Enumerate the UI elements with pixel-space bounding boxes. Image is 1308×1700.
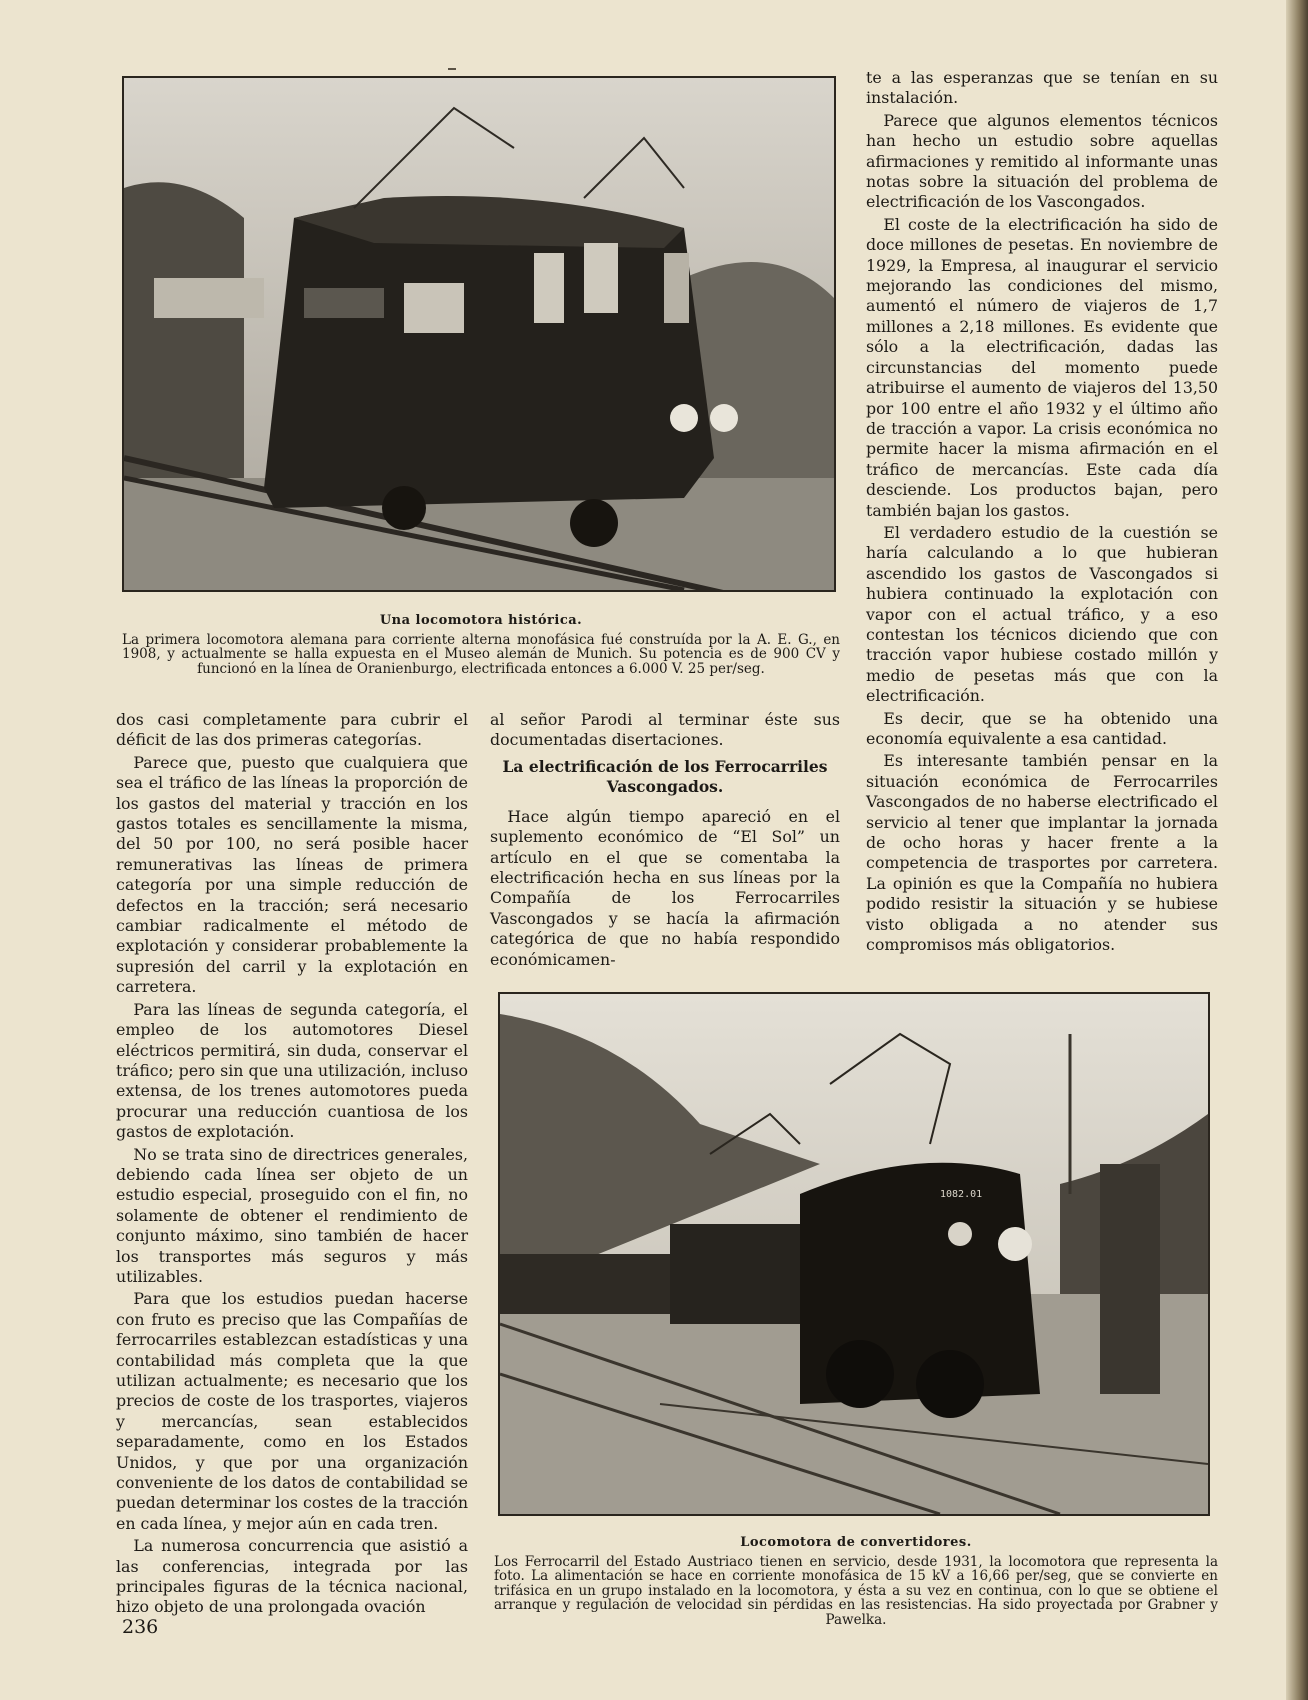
col1-paragraph-4: No se trata sino de directrices generales, debiendo cada línea ser objeto de un estudio especial, proseguido con el fin, no solamente de obtener el rendimiento de conjunto máximo, sino también de hacer los transportes más seguros y más utilizables.: [116, 1144, 468, 1286]
col1-paragraph-6: La numerosa concurrencia que asistió a las conferencias, integrada por las principales figuras de la técnica nacional, hizo objeto de una prolongada ovación: [116, 1536, 468, 1617]
text-column-2: [490, 710, 840, 972]
figure1-caption-title: Una locomotora histórica.: [379, 613, 583, 628]
text-column-3: [866, 68, 1218, 957]
figure2-caption-title: Locomotora de convertidores.: [740, 1535, 972, 1550]
figure2-caption: [494, 1536, 1218, 1627]
print-mark: [448, 68, 456, 70]
photo-converter-locomotive: [498, 992, 1210, 1516]
col2-paragraph-1: al señor Parodi al terminar éste sus documentadas disertaciones.: [490, 710, 840, 750]
col3-paragraph-5: Es decir, que se ha obtenido una economía equivalente a esa cantidad.: [866, 708, 1218, 748]
figure2-caption-body: Los Ferrocarril del Estado Austriaco tienen en servicio, desde 1931, la locomotora que representa la foto. La alimentación se hace en corriente monofásica de 15 kV a 16,66 per/seg, que se convierte en trifásica en un grupo instalado en la locomotora, y ésta a su vez en continua, con lo que se obtiene el arranque y regulación de velocidad sin pérdidas en las resistencias. Ha sido proyectada por Grabner y Pawelka.: [494, 1553, 1218, 1628]
col3-paragraph-3: El coste de la electrificación ha sido de doce millones de pesetas. En noviembre de 1929, la Empresa, al inaugurar el servicio mejorando las condiciones del mismo, aumentó el número de viajeros de 1,7 millones a 2,18 millones. Es evidente que sólo a la electrificación, dadas las circunstancias del momento puede atribuirse el aumento de viajeros del 13,50 por 100 entre el año 1932 y el último año de tracción a vapor. La crisis económica no permite hacer la misma afirmación en el tráfico de mercancías. Este cada día desciende. Los productos bajan, pero también bajan los gastos.: [866, 214, 1218, 520]
col3-paragraph-1: te a las esperanzas que se tenían en su instalación.: [866, 68, 1218, 108]
section-heading: La electrificación de los Ferrocarriles Vascongados.: [502, 756, 828, 796]
col2-paragraph-2: Hace algún tiempo apareció en el suplemento económico de “El Sol” un artículo en el que se comentaba la electrificación hecha en sus líneas por la Compañía de los Ferrocarriles Vascongados y se hacía la afirmación categórica de que no había respondido económicamen-: [490, 806, 840, 969]
page-number: 236: [122, 1616, 159, 1638]
col3-paragraph-6: Es interesante también pensar en la situación económica de Ferrocarriles Vascongados de no haberse electrificado el servicio al tener que implantar la jornada de ocho horas y hacer frente a la competencia de trasportes por carretera. La opinión es que la Compañía no hubiera podido resistir la situación y se hubiese visto obligada a no atender sus compromisos más obligatorios.: [866, 751, 1218, 955]
col3-paragraph-2: Parece que algunos elementos técnicos han hecho un estudio sobre aquellas afirmaciones y remitido al informante unas notas sobre la situación del problema de electrificación de los Vascongados.: [866, 110, 1218, 212]
page-edge: [1286, 0, 1308, 1700]
col1-paragraph-1: dos casi completamente para cubrir el déficit de las dos primeras categorías.: [116, 710, 468, 750]
figure1-caption: [122, 614, 840, 676]
text-column-1: [116, 710, 468, 1620]
photo-historic-locomotive: [122, 76, 836, 592]
col1-paragraph-2: Parece que, puesto que cualquiera que sea el tráfico de las líneas la proporción de los gastos del material y tracción en los gastos totales es sencillamente la misma, del 50 por 100, no será posible hacer remunerativas las líneas de primera categoría por una simple reducción de defectos en la tracción; será necesario cambiar radicalmente el método de explotación y considerar probablemente la supresión del carril y la explotación en carretera.: [116, 752, 468, 997]
col1-paragraph-3: Para las líneas de segunda categoría, el empleo de los automotores Diesel eléctricos permitirá, sin duda, conservar el tráfico; pero sin que una utilización, incluso extensa, de los trenes automotores pueda procurar una reducción cuantiosa de los gastos de explotación.: [116, 999, 468, 1142]
locomotive-number-plate: 1082.01: [940, 1189, 983, 1200]
figure1-caption-body: La primera locomotora alemana para corriente alterna monofásica fué construída por la A. E. G., en 1908, y actualmente se halla expuesta en el Museo alemán de Munich. Su potencia es de 900 CV y funcionó en la línea de Oranienburgo, electrificada entonces a 6.000 V. 25 per/seg.: [122, 631, 840, 677]
col1-paragraph-5: Para que los estudios puedan hacerse con fruto es preciso que las Compañías de ferrocarriles establezcan estadísticas y una contabilidad más completa que la que utilizan actualmente; es necesario que los precios de coste de los trasportes, viajeros y mercancías, sean establecidos separadamente, como en los Estados Unidos, y que por una organización conveniente de los datos de contabilidad se puedan determinar los costes de la tracción en cada línea, y mejor aún en cada tren.: [116, 1289, 468, 1533]
col3-paragraph-4: El verdadero estudio de la cuestión se haría calculando a lo que hubieran ascendido los gastos de Vascongados si hubiera continuado la explotación con vapor con el actual tráfico, y a eso contestan los técnicos diciendo que con tracción vapor hubiese costado millón y medio de pesetas más que con la electrificación.: [866, 522, 1218, 706]
